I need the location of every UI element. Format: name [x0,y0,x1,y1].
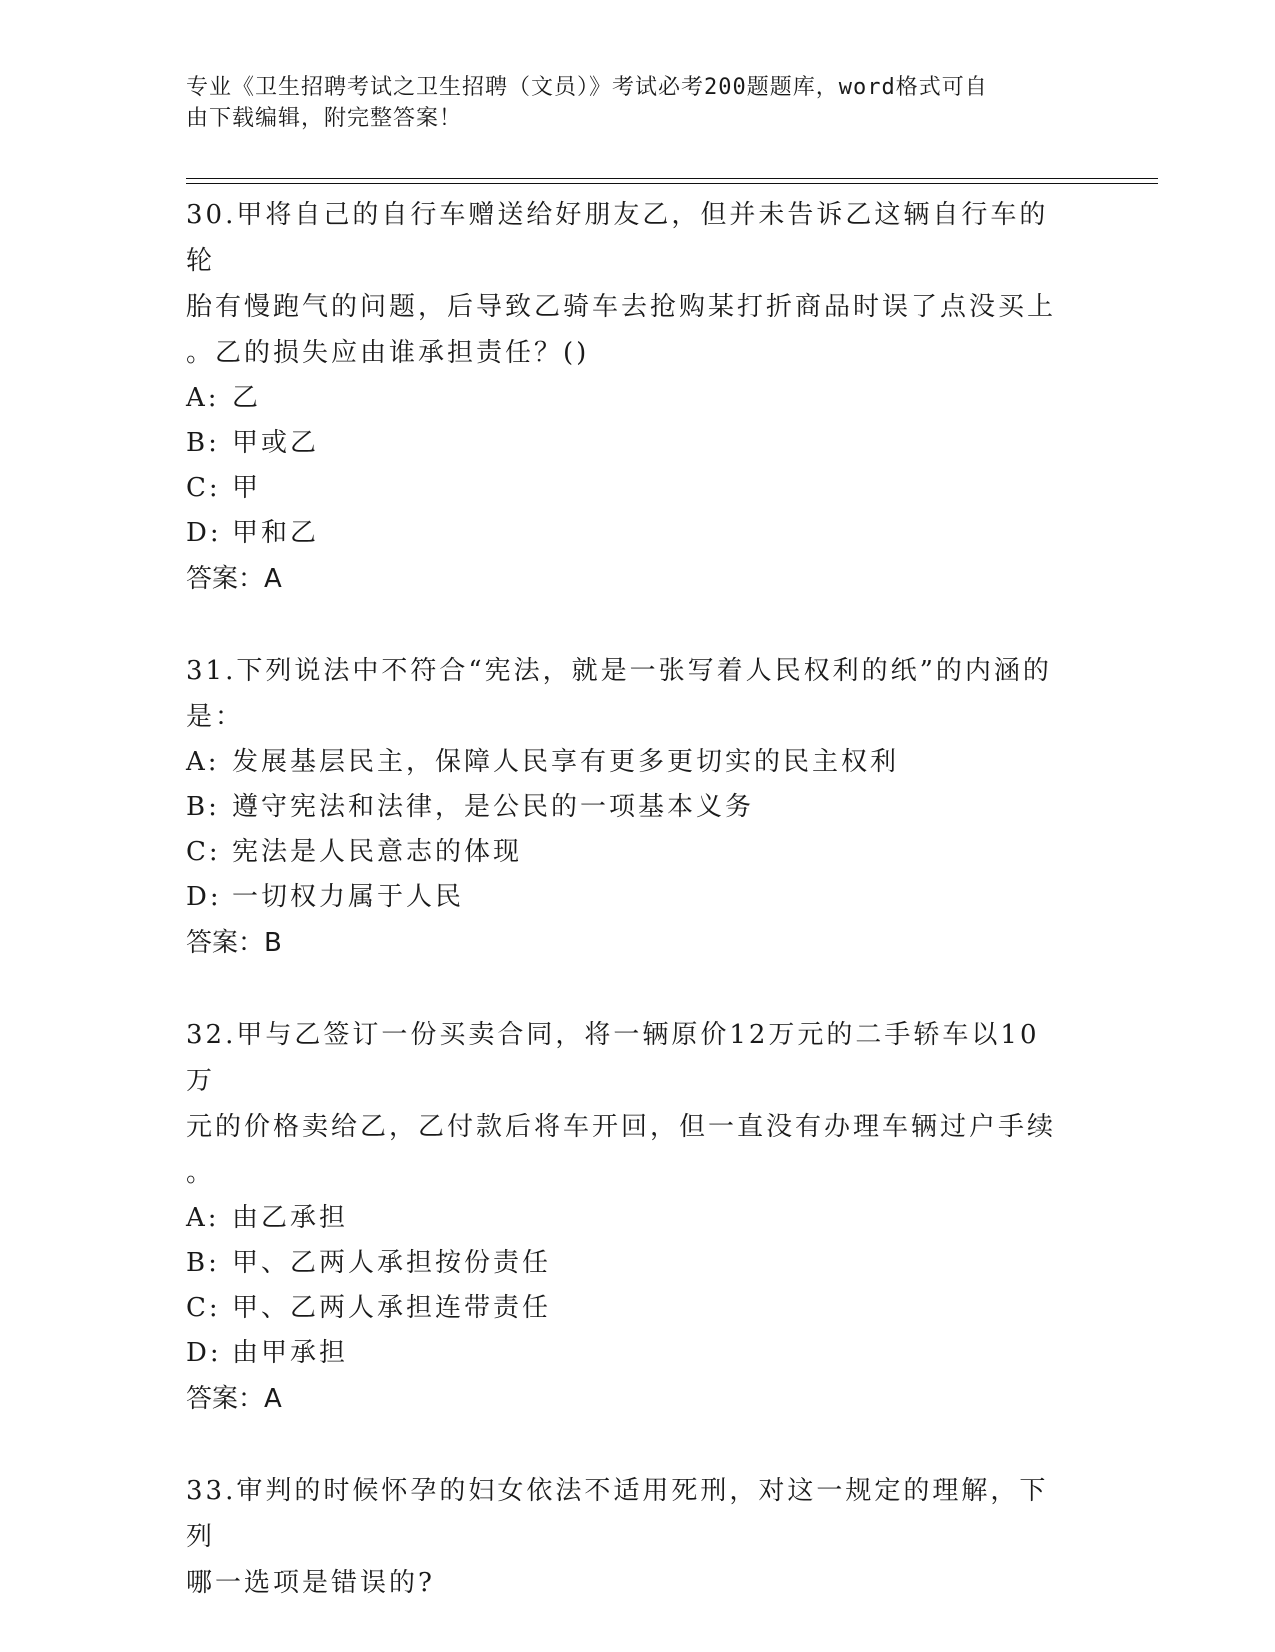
option-letter: A: [186,383,220,413]
question-stem-line: 哪一选项是错误的? [186,1568,435,1598]
header-rule-bottom [186,183,1158,184]
option-letter: B: [186,792,220,822]
header-line-1: 专业《卫生招聘考试之卫生招聘（文员）》考试必考200题题库，word格式可自 [186,75,988,100]
option-c [186,830,1066,875]
answer-line: 答案：A [186,1384,282,1414]
answer-line: 答案：B [186,928,282,958]
question-stem-line: 。 [186,1158,216,1188]
option-text: 甲或乙 [232,428,320,458]
option-d [186,511,1066,556]
option-a [186,376,1066,421]
option-letter: C: [186,473,221,503]
question-stem-line: 31.下列说法中不符合“宪法，就是一张写着人民权利的纸”的内涵的 [186,656,1052,686]
option-c [186,466,1066,511]
option-text: 发展基层民主，保障人民享有更多更切实的民主权利 [232,747,900,777]
option-text: 由乙承担 [232,1203,349,1233]
option-letter: B: [186,428,220,458]
option-a [186,1196,1066,1241]
question-stem-line: 胎有慢跑气的问题，后导致乙骑车去抢购某打折商品时误了点没买上 [186,292,1057,322]
question-stem-line: 30.甲将自己的自行车赠送给好朋友乙，但并未告诉乙这辆自行车的轮 [186,200,1049,276]
option-b [186,421,1066,466]
option-text: 遵守宪法和法律，是公民的一项基本义务 [232,792,755,822]
option-text: 甲 [232,473,262,503]
question-30 [186,192,1066,602]
answer-line: 答案：A [186,564,282,594]
question-stem-line: 32.甲与乙签订一份买卖合同，将一辆原价12万元的二手轿车以10万 [186,1020,1040,1096]
option-b [186,785,1066,830]
document-header [186,72,1066,134]
option-letter: C: [186,837,221,867]
header-line-2: 由下载编辑，附完整答案！ [186,106,463,131]
question-stem-line: 33.审判的时候怀孕的妇女依法不适用死刑，对这一规定的理解，下列 [186,1476,1049,1552]
option-text: 一切权力属于人民 [232,882,465,912]
option-text: 宪法是人民意志的体现 [232,837,523,867]
question-31 [186,648,1066,966]
question-32 [186,1012,1066,1422]
question-stem-line: 元的价格卖给乙，乙付款后将车开回，但一直没有办理车辆过户手续 [186,1112,1057,1142]
option-text: 乙 [232,383,262,413]
option-letter: A: [186,1203,220,1233]
question-list [186,192,1066,1652]
question-stem-line: 是： [186,702,245,732]
option-text: 由甲承担 [232,1338,349,1368]
option-letter: D: [186,882,222,912]
option-letter: D: [186,1338,222,1368]
option-a [186,740,1066,785]
option-b [186,1241,1066,1286]
option-text: 甲和乙 [232,518,320,548]
option-letter: B: [186,1248,220,1278]
option-letter: D: [186,518,222,548]
option-d [186,1331,1066,1376]
option-letter: C: [186,1293,221,1323]
option-c [186,1286,1066,1331]
option-d [186,875,1066,920]
header-rule-top [186,178,1158,179]
question-stem-line: 。乙的损失应由谁承担责任？() [186,338,590,368]
question-33 [186,1468,1066,1606]
option-text: 甲、乙两人承担连带责任 [232,1293,552,1323]
option-letter: A: [186,747,220,777]
option-text: 甲、乙两人承担按份责任 [232,1248,552,1278]
